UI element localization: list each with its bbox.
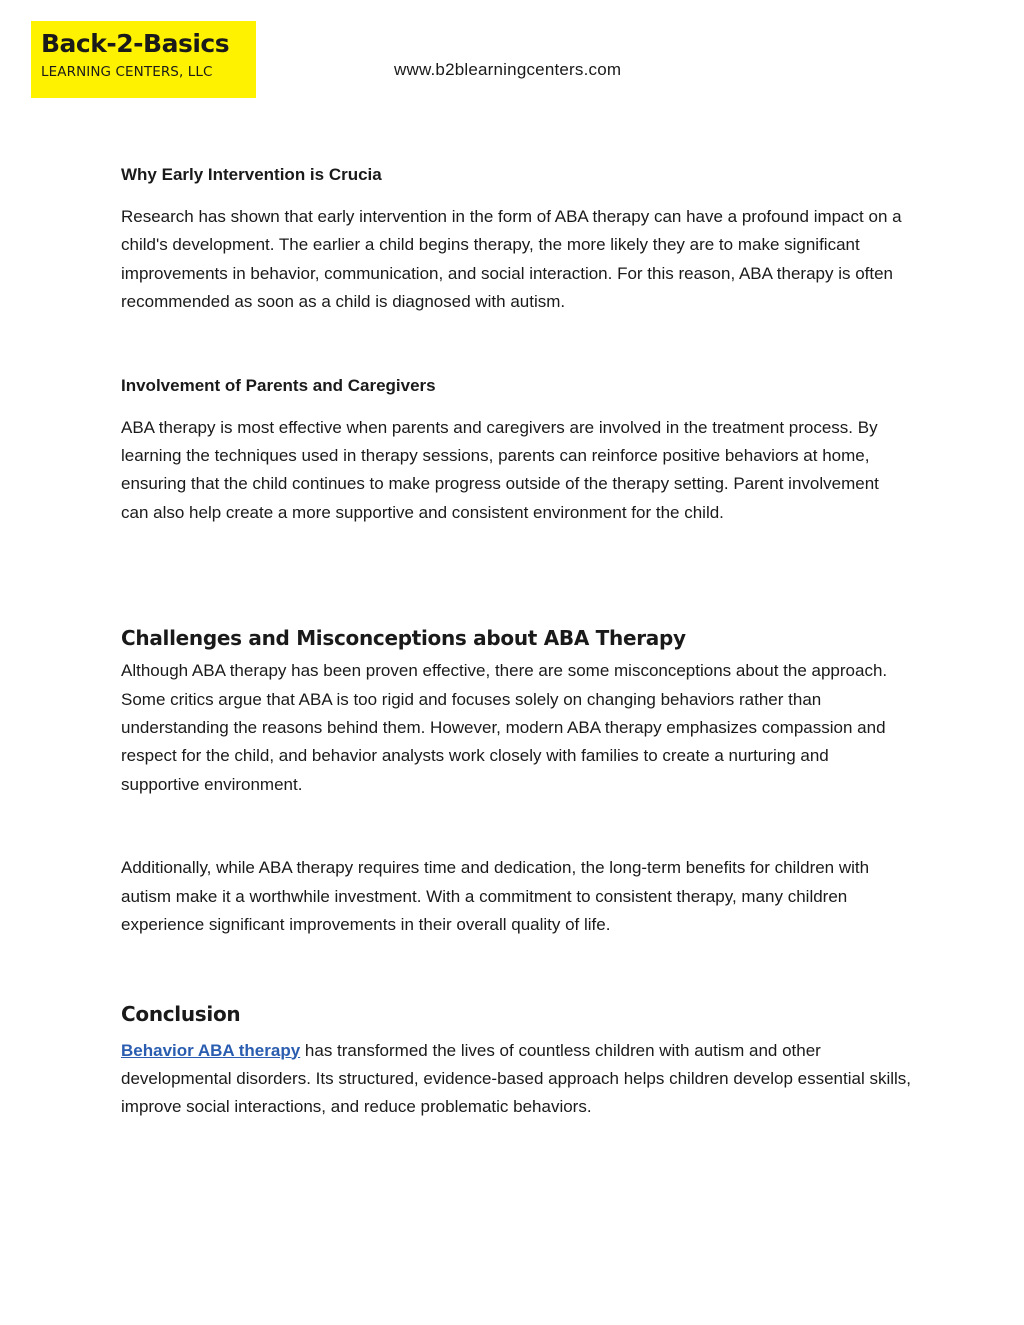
logo-subtitle: LEARNING CENTERS, LLC [41,64,213,80]
paragraph-challenges-2: Additionally, while ABA therapy requires time and dedication, the long-term benefits for children with autism make it a worthwhile investment. With a commitment to consistent therapy, many children experience significant improvements in their overall quality of life. [121,858,870,935]
document-body [121,162,911,1122]
paragraph-challenges-1: Although ABA therapy has been proven effective, there are some misconceptions about the approach. Some critics argue that ABA is too rigid and focuses solely on changing behaviors rather than understanding the reasons behind them. However, modern ABA therapy emphasizes compassion and respect for the child, and behavior analysts work closely with families to create a nurturing and supportive environment. [121,661,888,794]
website-url: www.b2blearningcenters.com [394,60,622,79]
heading-challenges: Challenges and Misconceptions about ABA Therapy [121,626,686,651]
logo-title: Back-2-Basics [41,29,230,58]
behavior-aba-therapy-link[interactable]: Behavior ABA therapy [121,1040,301,1060]
company-logo [31,21,256,98]
paragraph-parents-caregivers: ABA therapy is most effective when parents and caregivers are involved in the treatment process. By learning the techniques used in therapy sessions, parents can reinforce positive behaviors at home, ensuring that the child continues to make progress outside of the therapy setting. Parent involvement can also help create a more supportive and consistent environment for the child. [121,417,879,522]
heading-parents-caregivers: Involvement of Parents and Caregivers [121,375,436,395]
conclusion-text: has transformed the lives of countless children with autism and other developmental disorders. Its structured, evidence-based approach helps children develop essential skills, improve social interactions, and reduce problematic behaviors. [121,1040,911,1117]
heading-early-intervention: Why Early Intervention is Crucia [121,165,382,184]
paragraph-conclusion [121,1037,911,1122]
heading-conclusion: Conclusion [121,1001,241,1026]
paragraph-early-intervention: Research has shown that early intervention in the form of ABA therapy can have a profound impact on a child's development. The earlier a child begins therapy, the more likely they are to make significant improvements in behavior, communication, and social interaction. For this reason, ABA therapy is often recommended as soon as a child is diagnosed with autism. [121,207,902,312]
